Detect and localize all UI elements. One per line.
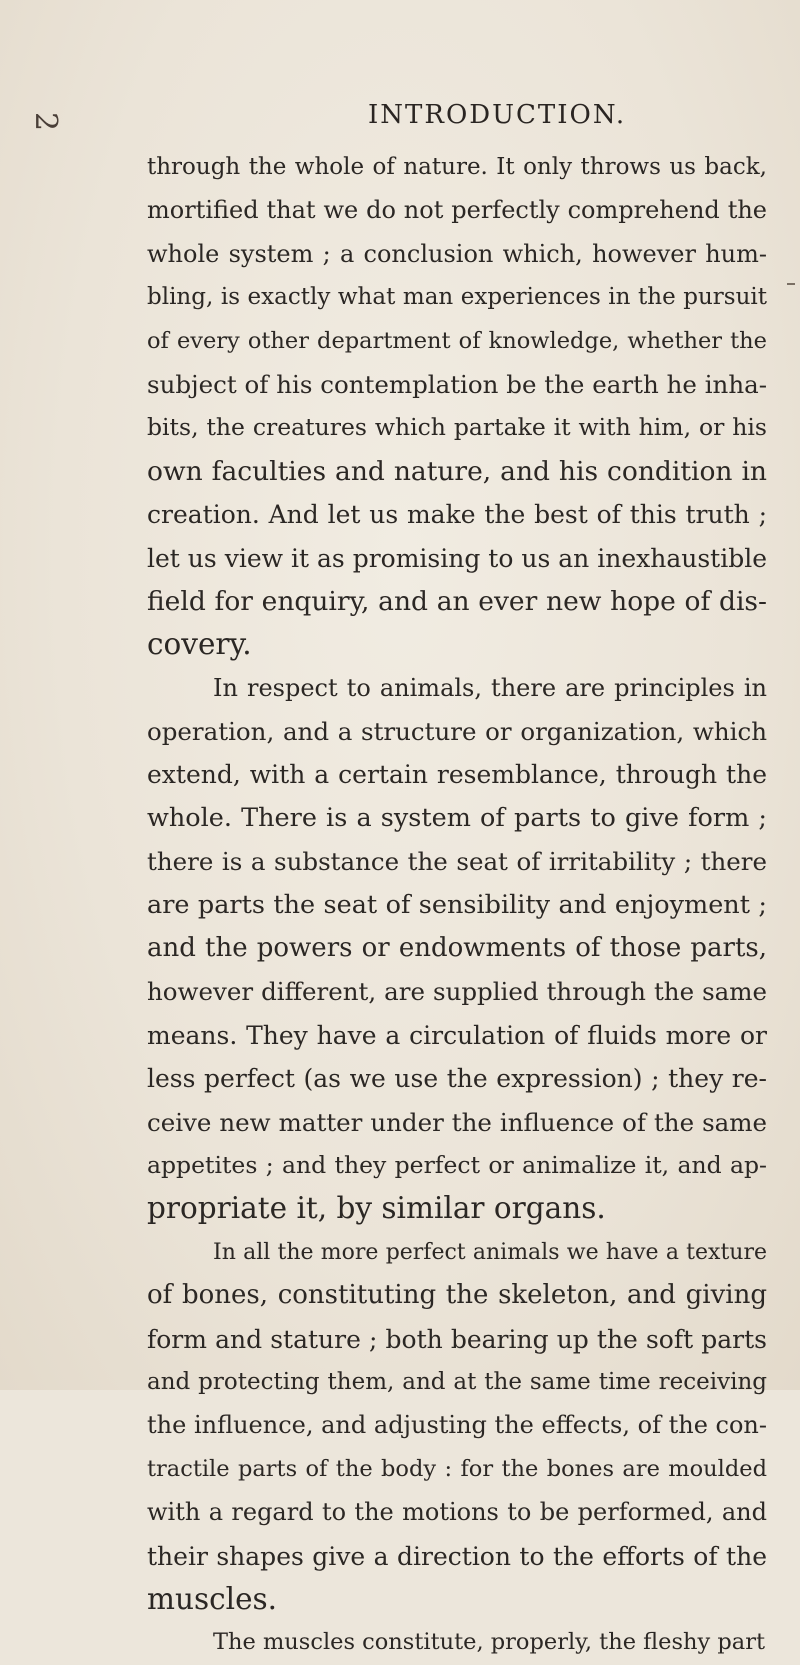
text-line: own faculties and nature, and his condition in — [147, 455, 767, 487]
text-line: of bones, constituting the skeleton, and giving — [147, 1280, 767, 1311]
text-line: operation, and a structure or organization, which — [147, 717, 767, 747]
text-line: appetites ; and they perfect or animalize it, and ap- — [147, 1150, 767, 1179]
text-line: however different, are supplied through the same — [147, 977, 767, 1007]
text-line: and the powers or endowments of those parts, — [147, 933, 767, 964]
text-line: subject of his contemplation be the earth he inha- — [147, 369, 767, 399]
text-line: less perfect (as we use the expression) ; they re- — [147, 1064, 767, 1094]
text-line: through the whole of nature. It only throws us back, — [147, 154, 767, 180]
text-line: let us view it as promising to us an inexhaustible — [147, 543, 767, 573]
text-line: covery. — [147, 627, 252, 662]
text-line: extend, with a certain resemblance, through the — [147, 760, 767, 790]
paragraph-start: In respect to animals, there are principles in — [213, 673, 767, 702]
text-line: creation. And let us make the best of this truth ; — [147, 500, 767, 530]
text-line: their shapes give a direction to the efforts of the — [147, 1541, 767, 1571]
text-line: bits, the creatures which partake it with him, or his — [147, 413, 767, 442]
text-line: are parts the seat of sensibility and enjoyment ; — [147, 889, 767, 920]
margin-mark — [787, 283, 795, 285]
text-line: with a regard to the motions to be performed, and — [147, 1498, 767, 1527]
text-line: form and stature ; both bearing up the soft parts — [147, 1324, 767, 1354]
paragraph-start: In all the more perfect animals we have a texture — [213, 1239, 767, 1265]
text-line: mortified that we do not perfectly comprehend the — [147, 196, 767, 225]
text-line: and protecting them, and at the same time receiving — [147, 1368, 767, 1395]
text-line: of every other department of knowledge, whether the — [147, 327, 767, 354]
running-head: INTRODUCTION. — [368, 100, 627, 130]
body-text — [147, 146, 767, 1665]
text-line: there is a substance the seat of irritability ; there — [147, 847, 767, 877]
text-line: propriate it, by similar organs. — [147, 1191, 606, 1226]
text-line: the influence, and adjusting the effects, of the con- — [147, 1411, 767, 1440]
text-line: tractile parts of the body : for the bones are moulded — [147, 1455, 767, 1482]
text-line: ceive new matter under the influence of the same — [147, 1107, 767, 1137]
text-line: whole system ; a conclusion which, however hum- — [147, 239, 767, 268]
text-line: muscles. — [147, 1581, 278, 1616]
text-line: whole. There is a system of parts to give form ; — [147, 802, 767, 833]
text-line: means. They have a circulation of fluids more or — [147, 1020, 767, 1050]
page-number: 2 — [28, 111, 64, 132]
text-line: bling, is exactly what man experiences in the pursuit — [147, 284, 767, 311]
paragraph-start: The muscles constitute, properly, the fleshy part — [213, 1629, 766, 1656]
text-line: field for enquiry, and an ever new hope of dis- — [147, 585, 767, 617]
